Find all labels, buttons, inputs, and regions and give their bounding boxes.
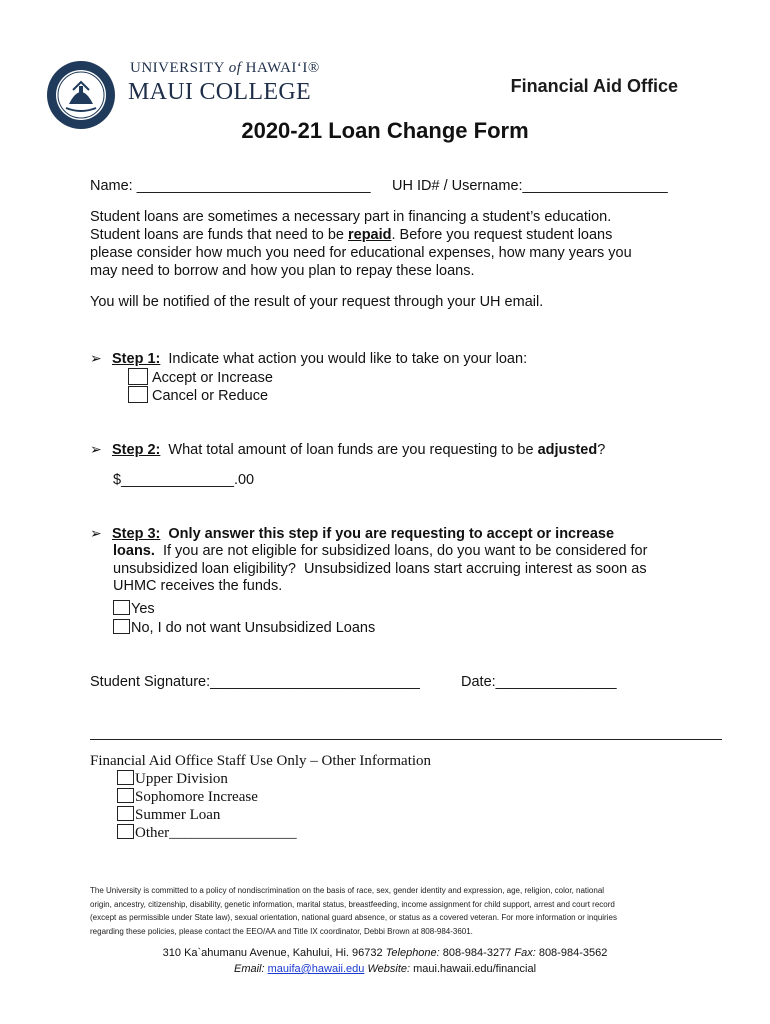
step-3-line-4: UHMC receives the funds. [113, 578, 283, 594]
divider [90, 739, 722, 740]
nondiscrimination-disclaimer [90, 884, 690, 938]
footer-contact-line: Email: mauifa@hawaii.edu Website: maui.hawaii.edu/financial [233, 963, 537, 975]
step-1-option-accept[interactable]: Accept or Increase [128, 368, 273, 387]
email-link[interactable]: mauifa@hawaii.edu [267, 963, 365, 975]
notify-text: You will be notified of the result of your request through your UH email. [90, 294, 544, 310]
checkbox-accept[interactable] [128, 368, 148, 385]
form-title: 2020-21 Loan Change Form [241, 118, 529, 143]
checkbox-summer-loan[interactable] [117, 806, 134, 821]
disclaimer-line: regarding these policies, please contact the EEO/AA and Title IX coordinator, Debbi Brown at 808-984-3601. [90, 926, 473, 936]
step-3-option-yes[interactable]: Yes [113, 600, 155, 618]
step-3-line-2: loans. If you are not eligible for subsidized loans, do you want to be considered for [113, 543, 648, 559]
university-wordmark: UNIVERSITY of HAWAI‘I® [130, 60, 320, 76]
intro-line-4: may need to borrow and how you plan to repay these loans. [90, 263, 475, 279]
checkbox-sophomore-increase[interactable] [117, 788, 134, 803]
arrow-bullet-icon: ➢ [90, 441, 102, 457]
intro-paragraph [90, 208, 690, 280]
amount-field[interactable]: $______________.00 [113, 472, 255, 488]
step-2-prompt: ➢ Step 2: What total amount of loan funds are you requesting to be adjusted? [90, 441, 606, 458]
disclaimer-line: origin, ancestry, citizenship, disability, genetic information, marital status, breastfeeding, income assignment for child support, arrest and court record [90, 899, 615, 909]
step-3-line-3: unsubsidized loan eligibility? Unsubsidized loans start accruing interest as soon as [113, 561, 647, 577]
website-text: maui.hawaii.edu/financial [410, 963, 537, 975]
intro-line-1: Student loans are sometimes a necessary part in financing a student’s education. [90, 209, 612, 225]
staff-option-summer-loan[interactable]: Summer Loan [117, 806, 220, 824]
checkbox-no[interactable] [113, 619, 130, 634]
office-name: Financial Aid Office [510, 76, 678, 96]
step-1-prompt: ➢ Step 1: Indicate what action you would like to take on your loan: [90, 350, 528, 367]
intro-line-3: please consider how much you need for educational expenses, how many years you [90, 245, 632, 261]
intro-line-2: Student loans are funds that need to be repaid. Before you request student loans [90, 227, 613, 243]
student-signature-field[interactable]: Student Signature:__________________________ [90, 674, 420, 690]
staff-option-upper-division[interactable]: Upper Division [117, 770, 228, 788]
checkbox-upper-division[interactable] [117, 770, 134, 785]
staff-option-sophomore-increase[interactable]: Sophomore Increase [117, 788, 258, 806]
disclaimer-line: (except as permissible under State law), sexual orientation, national guard absence, or status as a covered veteran. For more information or inquiries [90, 913, 617, 922]
checkbox-cancel[interactable] [128, 386, 148, 403]
arrow-bullet-icon: ➢ [90, 525, 102, 541]
college-name: MAUI COLLEGE [128, 79, 311, 105]
name-field[interactable]: Name: _____________________________ [90, 178, 371, 194]
checkbox-yes[interactable] [113, 600, 130, 615]
staff-heading: Financial Aid Office Staff Use Only – Other Information [90, 753, 432, 769]
footer-address-line: 310 Ka`ahumanu Avenue, Kahului, Hi. 96732 Telephone: 808-984-3277 Fax: 808-984-3562 [162, 947, 608, 959]
step-3-option-no[interactable]: No, I do not want Unsubsidized Loans [113, 619, 375, 637]
date-field[interactable]: Date:_______________ [461, 674, 617, 690]
step-1-option-cancel[interactable]: Cancel or Reduce [128, 386, 268, 405]
uh-id-field[interactable]: UH ID# / Username:__________________ [392, 178, 668, 194]
staff-option-other[interactable]: Other_________________ [117, 824, 297, 842]
arrow-bullet-icon: ➢ [90, 350, 102, 366]
disclaimer-line: The University is committed to a policy of nondiscrimination on the basis of race, sex, gender identity and expression, age, religion, color, national [90, 886, 605, 895]
checkbox-other[interactable] [117, 824, 134, 839]
step-3-prompt: ➢ Step 3: Only answer this step if you are requesting to accept or increase [90, 525, 615, 542]
